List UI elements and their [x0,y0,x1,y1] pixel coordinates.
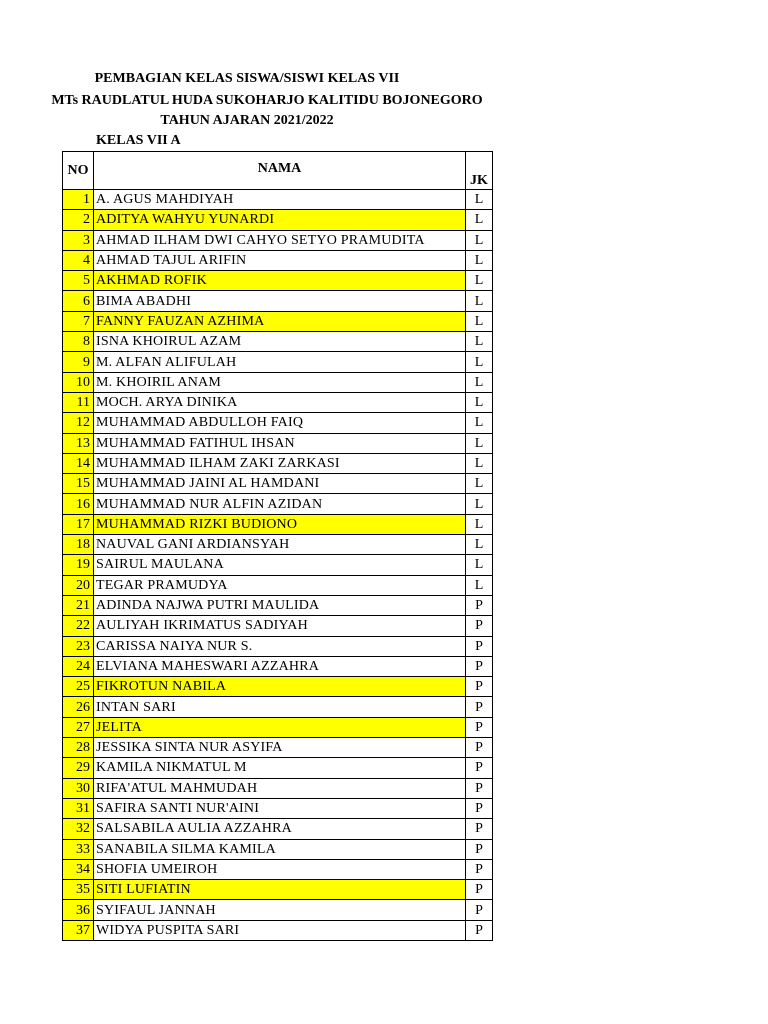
row-number: 36 [63,900,94,920]
gender-cell: L [466,271,493,291]
title-line-1: PEMBAGIAN KELAS SISWA/SISWI KELAS VII [94,71,400,86]
student-name: MOCH. ARYA DINIKA [94,392,466,412]
row-number: 13 [63,433,94,453]
table-row [63,372,493,392]
row-number: 33 [63,839,94,859]
student-name: INTAN SARI [94,697,466,717]
row-number: 9 [63,352,94,372]
gender-cell: P [466,859,493,879]
student-name: WIDYA PUSPITA SARI [94,920,466,940]
student-name: JESSIKA SINTA NUR ASYIFA [94,738,466,758]
gender-cell: P [466,758,493,778]
student-name: SHOFIA UMEIROH [94,859,466,879]
header-nama: NAMA [94,152,466,190]
gender-cell: L [466,291,493,311]
row-number: 32 [63,819,94,839]
table-row [63,920,493,940]
gender-cell: L [466,433,493,453]
row-number: 28 [63,738,94,758]
gender-cell: P [466,616,493,636]
row-number: 2 [63,210,94,230]
gender-cell: L [466,372,493,392]
header-no: NO [63,152,94,190]
student-name: MUHAMMAD ABDULLOH FAIQ [94,413,466,433]
gender-cell: P [466,819,493,839]
student-name: ADINDA NAJWA PUTRI MAULIDA [94,595,466,615]
row-number: 10 [63,372,94,392]
student-name: ISNA KHOIRUL AZAM [94,332,466,352]
row-number: 4 [63,250,94,270]
student-name: RIFA'ATUL MAHMUDAH [94,778,466,798]
table-row [63,332,493,352]
student-name: AKHMAD ROFIK [94,271,466,291]
student-name: FIKROTUN NABILA [94,677,466,697]
student-name: AULIYAH IKRIMATUS SADIYAH [94,616,466,636]
gender-cell: L [466,413,493,433]
student-name: ADITYA WAHYU YUNARDI [94,210,466,230]
student-name: KAMILA NIKMATUL M [94,758,466,778]
table-row [63,230,493,250]
gender-cell: P [466,920,493,940]
row-number: 11 [63,392,94,412]
student-name: M. ALFAN ALIFULAH [94,352,466,372]
table-row [63,555,493,575]
gender-cell: L [466,575,493,595]
row-number: 20 [63,575,94,595]
class-label: KELAS VII A [96,133,181,148]
student-table [62,151,493,941]
table-row [63,453,493,473]
table-row [63,738,493,758]
row-number: 22 [63,616,94,636]
table-row [63,250,493,270]
gender-cell: P [466,900,493,920]
gender-cell: L [466,514,493,534]
gender-cell: P [466,880,493,900]
student-name: MUHAMMAD ILHAM ZAKI ZARKASI [94,453,466,473]
gender-cell: P [466,798,493,818]
table-row [63,514,493,534]
student-name: AHMAD TAJUL ARIFIN [94,250,466,270]
gender-cell: P [466,677,493,697]
student-name: MUHAMMAD RIZKI BUDIONO [94,514,466,534]
gender-cell: P [466,656,493,676]
table-row [63,880,493,900]
row-number: 35 [63,880,94,900]
gender-cell: P [466,595,493,615]
student-name: SALSABILA AULIA AZZAHRA [94,819,466,839]
student-name: SITI LUFIATIN [94,880,466,900]
student-name: SAIRUL MAULANA [94,555,466,575]
table-row [63,859,493,879]
row-number: 25 [63,677,94,697]
row-number: 18 [63,535,94,555]
row-number: 8 [63,332,94,352]
gender-cell: L [466,210,493,230]
student-name: MUHAMMAD FATIHUL IHSAN [94,433,466,453]
row-number: 7 [63,311,94,331]
gender-cell: L [466,392,493,412]
table-header-row [63,152,493,190]
table-row [63,535,493,555]
table-row [63,210,493,230]
table-row [63,636,493,656]
gender-cell: P [466,839,493,859]
header-jk: JK [466,152,493,190]
gender-cell: L [466,494,493,514]
table-row [63,697,493,717]
gender-cell: L [466,474,493,494]
gender-cell: L [466,190,493,210]
row-number: 34 [63,859,94,879]
student-name: M. KHOIRIL ANAM [94,372,466,392]
student-name: NAUVAL GANI ARDIANSYAH [94,535,466,555]
table-row [63,271,493,291]
gender-cell: L [466,352,493,372]
table-row [63,656,493,676]
table-row [63,819,493,839]
gender-cell: L [466,453,493,473]
student-name: FANNY FAUZAN AZHIMA [94,311,466,331]
table-row [63,798,493,818]
gender-cell: L [466,230,493,250]
student-name: A. AGUS MAHDIYAH [94,190,466,210]
table-row [63,575,493,595]
table-row [63,413,493,433]
row-number: 29 [63,758,94,778]
gender-cell: L [466,555,493,575]
table-row [63,778,493,798]
gender-cell: P [466,738,493,758]
student-name: CARISSA NAIYA NUR S. [94,636,466,656]
student-name: TEGAR PRAMUDYA [94,575,466,595]
table-row [63,839,493,859]
table-row [63,392,493,412]
student-name: MUHAMMAD NUR ALFIN AZIDAN [94,494,466,514]
gender-cell: P [466,778,493,798]
row-number: 31 [63,798,94,818]
row-number: 26 [63,697,94,717]
student-name: SAFIRA SANTI NUR'AINI [94,798,466,818]
gender-cell: L [466,535,493,555]
table-row [63,677,493,697]
row-number: 3 [63,230,94,250]
student-name: BIMA ABADHI [94,291,466,311]
student-name: MUHAMMAD JAINI AL HAMDANI [94,474,466,494]
row-number: 17 [63,514,94,534]
student-rows [63,190,493,941]
student-name: SYIFAUL JANNAH [94,900,466,920]
academic-year: TAHUN AJARAN 2021/2022 [160,113,334,128]
row-number: 15 [63,474,94,494]
row-number: 27 [63,717,94,737]
row-number: 21 [63,595,94,615]
table-row [63,433,493,453]
student-name: JELITA [94,717,466,737]
table-row [63,190,493,210]
table-row [63,494,493,514]
row-number: 30 [63,778,94,798]
gender-cell: P [466,717,493,737]
table-row [63,291,493,311]
row-number: 14 [63,453,94,473]
table-row [63,717,493,737]
row-number: 19 [63,555,94,575]
row-number: 12 [63,413,94,433]
gender-cell: P [466,636,493,656]
table-row [63,758,493,778]
gender-cell: L [466,250,493,270]
table-row [63,474,493,494]
gender-cell: L [466,332,493,352]
table-row [63,616,493,636]
row-number: 23 [63,636,94,656]
row-number: 16 [63,494,94,514]
student-name: AHMAD ILHAM DWI CAHYO SETYO PRAMUDITA [94,230,466,250]
table-row [63,311,493,331]
row-number: 5 [63,271,94,291]
school-name: MTs RAUDLATUL HUDA SUKOHARJO KALITIDU BOJONEGORO [51,93,483,108]
gender-cell: P [466,697,493,717]
row-number: 1 [63,190,94,210]
student-name: SANABILA SILMA KAMILA [94,839,466,859]
table-row [63,900,493,920]
row-number: 24 [63,656,94,676]
row-number: 37 [63,920,94,940]
row-number: 6 [63,291,94,311]
table-row [63,595,493,615]
student-name: ELVIANA MAHESWARI AZZAHRA [94,656,466,676]
table-row [63,352,493,372]
gender-cell: L [466,311,493,331]
